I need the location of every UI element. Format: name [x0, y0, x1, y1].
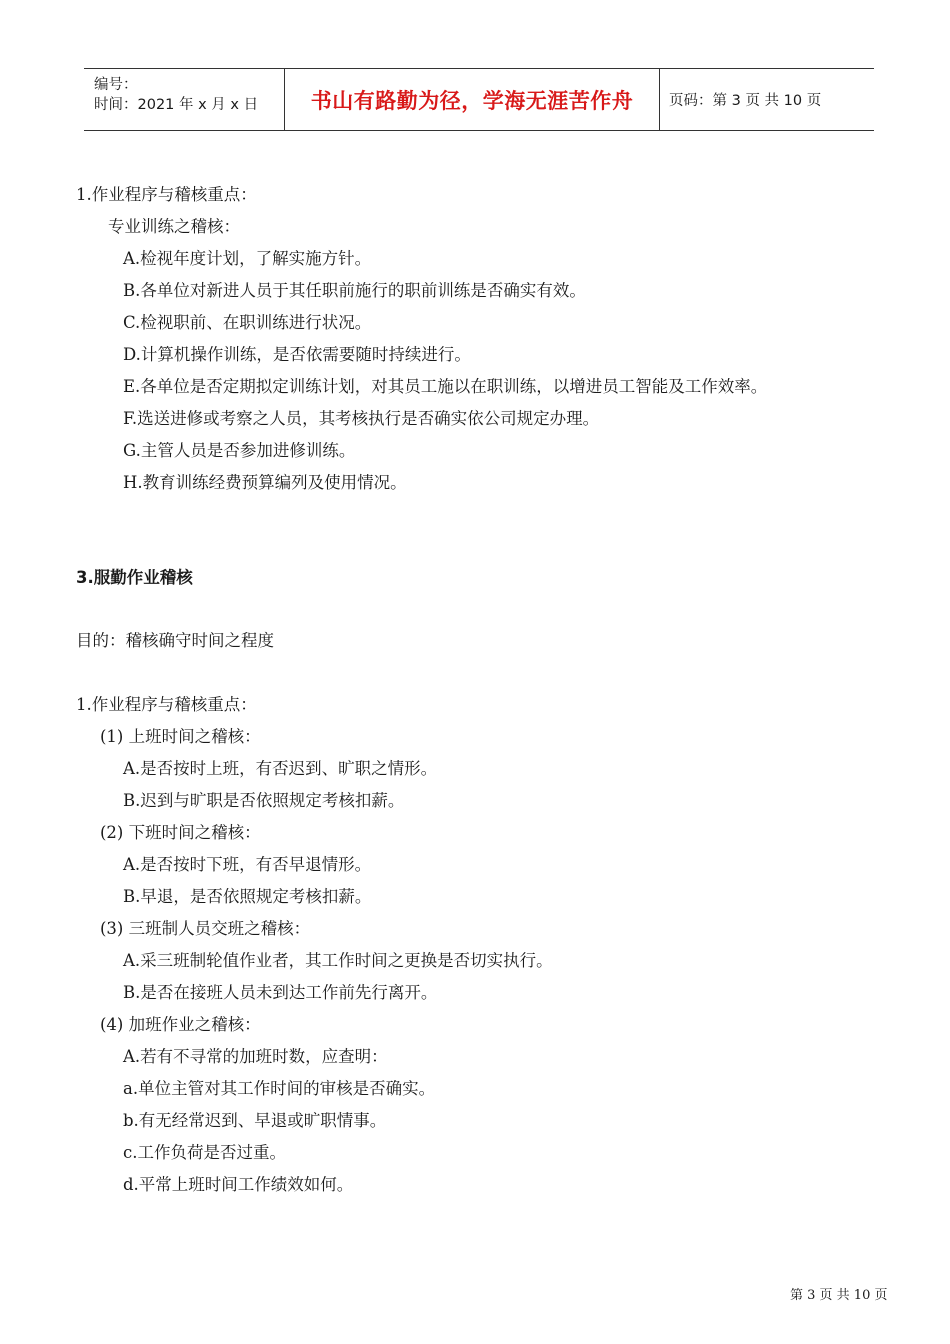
list-item: D.计算机操作训练，是否依需要随时持续进行。	[123, 345, 471, 364]
page-header	[84, 68, 874, 131]
section-heading: 1.作业程序与稽核重点：	[76, 695, 257, 714]
section-title: 3.服勤作业稽核	[76, 568, 193, 587]
list-item: B.各单位对新进人员于其任职前施行的职前训练是否确实有效。	[123, 281, 586, 300]
list-item: A.是否按时上班，有否迟到、旷职之情形。	[123, 759, 438, 778]
section-purpose: 目的：稽核确守时间之程度	[76, 631, 274, 650]
group-label: (1) 上班时间之稽核：	[100, 727, 261, 746]
list-item: b.有无经常迟到、早退或旷职情事。	[123, 1111, 387, 1130]
header-meta	[84, 69, 284, 130]
section-subheading: 专业训练之稽核：	[108, 217, 240, 236]
list-item: G.主管人员是否参加进修训练。	[123, 441, 356, 460]
group-label: (4) 加班作业之稽核：	[100, 1015, 261, 1034]
list-item: C.检视职前、在职训练进行状况。	[123, 313, 372, 332]
list-item: A.若有不寻常的加班时数，应查明：	[123, 1047, 388, 1066]
document-number-label: 编号：	[94, 77, 138, 93]
list-item: B.早退，是否依照规定考核扣薪。	[123, 887, 372, 906]
page-footer: 第 3 页 共 10 页	[790, 1288, 888, 1303]
list-item: A.采三班制轮值作业者，其工作时间之更换是否切实执行。	[123, 951, 553, 970]
group-label: (3) 三班制人员交班之稽核：	[100, 919, 311, 938]
list-item: c.工作负荷是否过重。	[123, 1143, 286, 1162]
list-item: A.检视年度计划，了解实施方针。	[123, 249, 372, 268]
list-item: B.是否在接班人员未到达工作前先行离开。	[123, 983, 438, 1002]
header-motto-cell	[284, 69, 660, 130]
document-date: 时间：2021 年 x 月 x 日	[94, 97, 259, 113]
list-item: E.各单位是否定期拟定训练计划，对其员工施以在职训练，以增进员工智能及工作效率。	[123, 377, 768, 396]
list-item: A.是否按时下班，有否早退情形。	[123, 855, 372, 874]
list-item: d.平常上班时间工作绩效如何。	[123, 1175, 354, 1194]
list-item: a.单位主管对其工作时间的审核是否确实。	[123, 1079, 436, 1098]
list-item: F.选送进修或考察之人员，其考核执行是否确实依公司规定办理。	[123, 409, 600, 428]
section-heading: 1.作业程序与稽核重点：	[76, 185, 257, 204]
list-item: H.教育训练经费预算编列及使用情况。	[123, 473, 407, 492]
header-page-cell	[659, 69, 874, 130]
header-motto: 书山有路勤为径，学海无涯苦作舟	[310, 88, 634, 113]
group-label: (2) 下班时间之稽核：	[100, 823, 261, 842]
header-page-info: 页码：第 3 页 共 10 页	[669, 93, 822, 109]
list-item: B.迟到与旷职是否依照规定考核扣薪。	[123, 791, 405, 810]
